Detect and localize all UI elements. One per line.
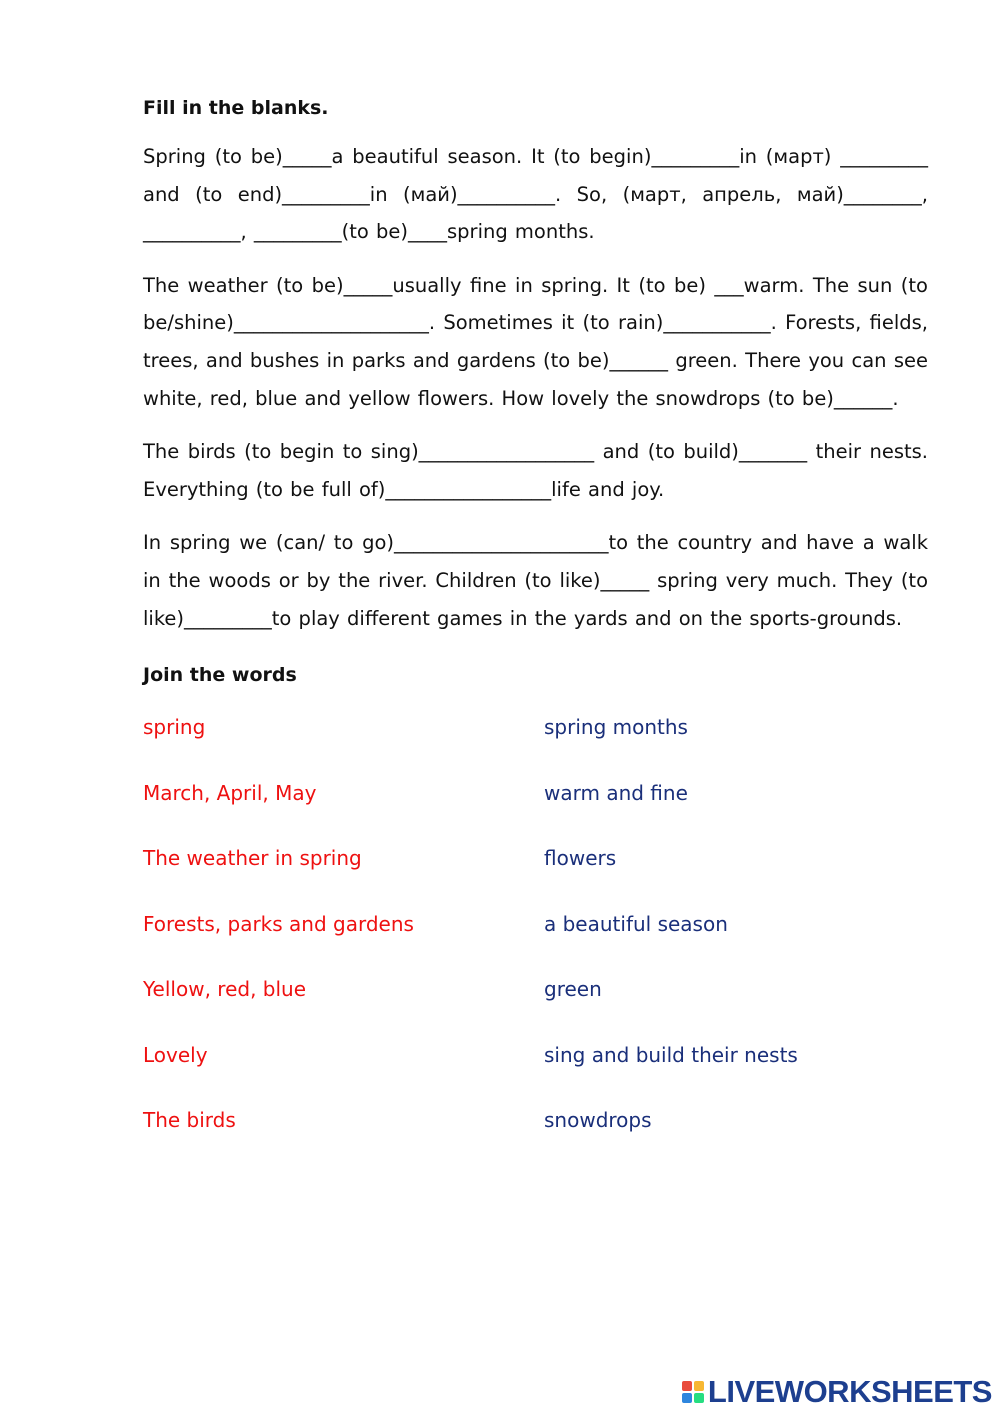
fill-in-heading: Fill in the blanks. [143,97,329,119]
logo-text: LIVEWORKSHEETS [707,1374,992,1409]
join-row [143,711,928,777]
join-row [143,777,928,843]
logo-squares-icon [682,1381,704,1403]
left-word[interactable]: March, April, May [143,780,317,805]
join-words-heading: Join the words [143,664,297,687]
right-word[interactable]: green [544,977,602,1002]
paragraph-children: In spring we (can/ to go)______________________to the country and have a walk in the woods or by the river. Children (to like)_____ spring very much. They (to like)_________to play different games in the yards and on the sports-grounds. [143,531,928,630]
join-row [143,973,928,1039]
right-word[interactable]: flowers [544,846,617,871]
logo-square [694,1393,704,1403]
left-word[interactable]: The weather in spring [143,846,362,871]
right-word[interactable]: snowdrops [544,1108,652,1133]
right-word[interactable]: a beautiful season [544,911,728,936]
join-row [143,1104,928,1170]
logo-square [682,1393,692,1403]
join-words-list [143,711,928,1170]
right-word[interactable]: warm and fine [544,780,688,805]
left-word[interactable]: Yellow, red, blue [143,977,307,1002]
paragraph-spring: Spring (to be)_____a beautiful season. It (to begin)_________in (март) _________ and (to end)_________in (май)__________. So, (март, апрель, май)________, __________, _________(to be)____spring months. [143,145,928,244]
join-row [143,908,928,974]
join-row [143,1039,928,1105]
left-word[interactable]: Forests, parks and gardens [143,911,414,936]
right-word[interactable]: spring months [544,715,688,740]
worksheet [143,92,928,1170]
right-word[interactable]: sing and build their nests [544,1042,798,1067]
paragraph-weather: The weather (to be)_____usually fine in spring. It (to be) ___warm. The sun (to be/shine)____________________. Sometimes it (to rain)___________. Forests, fields, trees, and bushes in parks and gardens (to be)______ green. There you can see white, red, blue and yellow flowers. How lovely the snowdrops (to be)______. [143,273,928,410]
logo-square [694,1381,704,1391]
logo-square [682,1381,692,1391]
left-word[interactable]: The birds [143,1108,236,1133]
paragraph-birds: The birds (to begin to sing)__________________ and (to build)_______ their nests. Everything (to be full of)_________________life and joy. [143,440,928,501]
join-row [143,842,928,908]
left-word[interactable]: spring [143,715,206,740]
liveworksheets-logo[interactable] [682,1375,992,1409]
left-word[interactable]: Lovely [143,1042,208,1067]
